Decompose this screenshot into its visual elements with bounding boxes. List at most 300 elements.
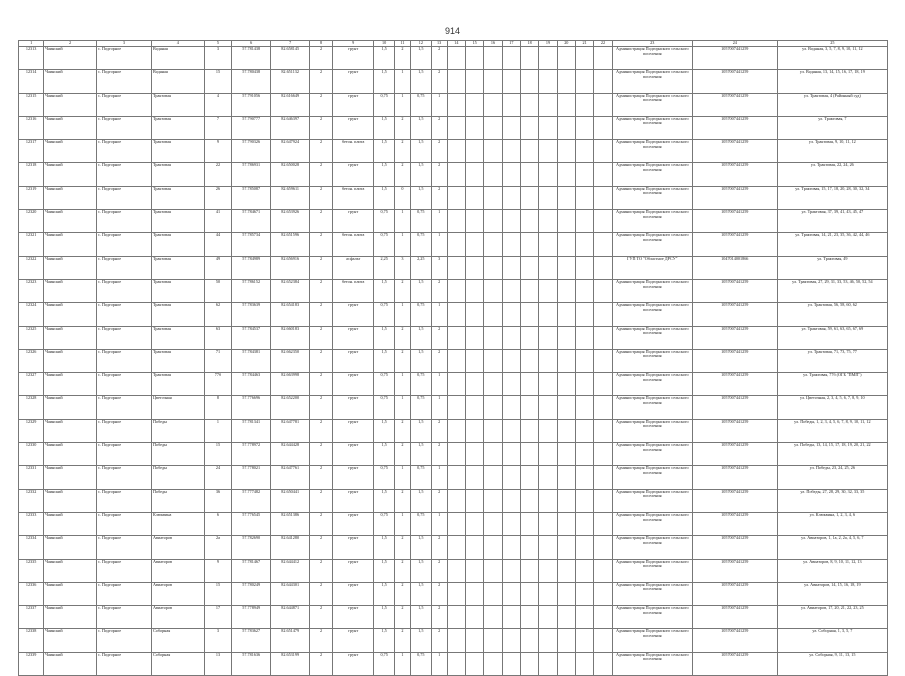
table-cell: 1 bbox=[394, 233, 410, 256]
table-cell: ул. Трактовая, 59, 61, 63, 65, 67, 69 bbox=[777, 326, 887, 349]
table-cell: Администрация Подгорнского сельского поселения bbox=[612, 443, 692, 466]
table-cell: 26 bbox=[204, 186, 232, 209]
table-row bbox=[19, 419, 888, 442]
table-cell: 0,75 bbox=[411, 93, 432, 116]
table-cell bbox=[594, 303, 612, 326]
table-cell: Чаинский bbox=[44, 629, 97, 652]
table-cell: 12335 bbox=[19, 559, 44, 582]
table-cell: Администрация Подгорнского сельского поселения bbox=[612, 582, 692, 605]
table-cell: 1,5 bbox=[374, 629, 395, 652]
table-cell bbox=[447, 233, 465, 256]
table-cell: 22 bbox=[204, 163, 232, 186]
table-cell bbox=[575, 303, 593, 326]
table-cell: с. Подгорное bbox=[96, 443, 151, 466]
table-cell bbox=[484, 140, 502, 163]
table-cell: 82.644871 bbox=[271, 606, 310, 629]
table-cell: Соборная bbox=[151, 629, 204, 652]
table-cell: 1 bbox=[431, 303, 447, 326]
table-cell bbox=[502, 47, 520, 70]
column-number: 8 bbox=[310, 41, 333, 47]
table-cell: Администрация Подгорнского сельского поселения bbox=[612, 70, 692, 93]
table-cell: 2 bbox=[310, 512, 333, 535]
table-cell bbox=[520, 466, 538, 489]
table-cell: 57.776545 bbox=[232, 512, 271, 535]
table-cell: 2 bbox=[310, 443, 333, 466]
table-cell: 1057007441259 bbox=[692, 93, 777, 116]
table-cell bbox=[594, 629, 612, 652]
table-cell bbox=[575, 629, 593, 652]
table-cell bbox=[502, 373, 520, 396]
table-cell bbox=[557, 186, 575, 209]
table-cell bbox=[539, 210, 557, 233]
table-cell: 1057007441259 bbox=[692, 419, 777, 442]
table-cell: Трактовая bbox=[151, 349, 204, 372]
column-number: 11 bbox=[394, 41, 410, 47]
table-cell: Чаинский bbox=[44, 373, 97, 396]
table-cell: ул. Трактовая, 15, 17, 18, 20, 28, 30, 32, 34 bbox=[777, 186, 887, 209]
table-cell: Авиаторов bbox=[151, 559, 204, 582]
table-cell: Трактовая bbox=[151, 163, 204, 186]
table-cell: 0,75 bbox=[374, 373, 395, 396]
table-cell bbox=[447, 186, 465, 209]
table-row bbox=[19, 279, 888, 302]
table-cell bbox=[575, 140, 593, 163]
table-cell: 2 bbox=[310, 256, 333, 279]
table-cell: грунт bbox=[333, 489, 374, 512]
table-cell: Победы bbox=[151, 489, 204, 512]
table-cell: 2 bbox=[394, 349, 410, 372]
column-number: 14 bbox=[447, 41, 465, 47]
table-cell bbox=[520, 116, 538, 139]
table-cell: Чаинский bbox=[44, 186, 97, 209]
table-cell bbox=[447, 489, 465, 512]
table-cell bbox=[484, 606, 502, 629]
table-cell: 82.641280 bbox=[271, 536, 310, 559]
table-cell: 12321 bbox=[19, 233, 44, 256]
table-cell: 82.656916 bbox=[271, 256, 310, 279]
table-cell: 82.647781 bbox=[271, 419, 310, 442]
table-cell bbox=[484, 326, 502, 349]
table-cell: 2 bbox=[394, 629, 410, 652]
table-cell: 2 bbox=[394, 536, 410, 559]
table-cell bbox=[484, 93, 502, 116]
table-cell: 12314 bbox=[19, 70, 44, 93]
table-cell: 12320 bbox=[19, 210, 44, 233]
table-cell: 82.616649 bbox=[271, 93, 310, 116]
table-cell: 0,75 bbox=[374, 652, 395, 675]
table-cell: Победы bbox=[151, 466, 204, 489]
table-cell: 12316 bbox=[19, 116, 44, 139]
table-cell: 1,5 bbox=[374, 163, 395, 186]
table-cell bbox=[466, 163, 484, 186]
table-cell: Трактовая bbox=[151, 373, 204, 396]
table-cell: 2 bbox=[431, 606, 447, 629]
table-cell: Чаинский bbox=[44, 466, 97, 489]
table-cell: 9 bbox=[204, 559, 232, 582]
table-cell bbox=[502, 652, 520, 675]
table-cell bbox=[557, 279, 575, 302]
table-cell bbox=[447, 47, 465, 70]
table-cell: 12315 bbox=[19, 93, 44, 116]
table-cell bbox=[520, 373, 538, 396]
table-cell: Чаинский bbox=[44, 256, 97, 279]
table-cell: 17 bbox=[204, 606, 232, 629]
table-cell: 1057007441259 bbox=[692, 116, 777, 139]
table-cell: 0,75 bbox=[374, 233, 395, 256]
table-cell bbox=[594, 93, 612, 116]
table-cell: 57.791056 bbox=[232, 93, 271, 116]
table-cell bbox=[502, 349, 520, 372]
table-cell: грунт bbox=[333, 47, 374, 70]
table-cell: 2 bbox=[310, 47, 333, 70]
table-cell: с. Подгорное bbox=[96, 489, 151, 512]
table-cell: 0,75 bbox=[411, 652, 432, 675]
table-cell: 57.783639 bbox=[232, 303, 271, 326]
table-cell: 1,5 bbox=[374, 582, 395, 605]
table-cell: Трактовая bbox=[151, 279, 204, 302]
table-cell bbox=[520, 47, 538, 70]
table-cell bbox=[520, 326, 538, 349]
table-cell: 2 bbox=[431, 629, 447, 652]
table-cell: 82.647761 bbox=[271, 466, 310, 489]
table-cell bbox=[575, 582, 593, 605]
table-cell bbox=[466, 489, 484, 512]
table-cell: 63 bbox=[204, 326, 232, 349]
table-cell: 57.784671 bbox=[232, 210, 271, 233]
table-cell: Чаинский bbox=[44, 210, 97, 233]
table-cell: 1,5 bbox=[374, 47, 395, 70]
table-cell bbox=[557, 349, 575, 372]
table-cell bbox=[557, 559, 575, 582]
table-cell: 82.663998 bbox=[271, 373, 310, 396]
table-cell: 82.653926 bbox=[271, 210, 310, 233]
table-cell: Чаинский bbox=[44, 47, 97, 70]
table-cell: 2 bbox=[431, 70, 447, 93]
table-cell: бетон. плита bbox=[333, 186, 374, 209]
table-cell: Авиаторов bbox=[151, 582, 204, 605]
table-cell: Трактовая bbox=[151, 326, 204, 349]
table-row bbox=[19, 373, 888, 396]
table-row bbox=[19, 559, 888, 582]
table-cell: ул. Авиаторов, 14, 15, 16, 18, 19 bbox=[777, 582, 887, 605]
table-cell: 1,5 bbox=[411, 326, 432, 349]
column-number: 19 bbox=[539, 41, 557, 47]
table-cell: 1 bbox=[431, 652, 447, 675]
table-cell bbox=[594, 443, 612, 466]
table-cell bbox=[557, 419, 575, 442]
table-cell: грунт bbox=[333, 559, 374, 582]
table-cell bbox=[466, 396, 484, 419]
column-number: 4 bbox=[151, 41, 204, 47]
table-cell: грунт bbox=[333, 629, 374, 652]
table-cell bbox=[520, 256, 538, 279]
table-cell: 57.781636 bbox=[232, 652, 271, 675]
table-cell: 1,5 bbox=[374, 116, 395, 139]
table-cell: 0,75 bbox=[374, 93, 395, 116]
table-cell: с. Подгорное bbox=[96, 303, 151, 326]
table-row bbox=[19, 466, 888, 489]
table-cell bbox=[557, 466, 575, 489]
table-row bbox=[19, 163, 888, 186]
table-cell bbox=[594, 466, 612, 489]
table-cell: Администрация Подгорнского сельского поселения bbox=[612, 93, 692, 116]
table-cell: 57.785087 bbox=[232, 186, 271, 209]
table-cell bbox=[466, 186, 484, 209]
table-cell bbox=[502, 116, 520, 139]
table-cell: Администрация Подгорнского сельского поселения bbox=[612, 512, 692, 535]
table-cell: 57.780438 bbox=[232, 70, 271, 93]
table-cell bbox=[575, 210, 593, 233]
table-cell: 12326 bbox=[19, 349, 44, 372]
table-cell: 2 bbox=[394, 279, 410, 302]
table-cell: грунт bbox=[333, 582, 374, 605]
table-cell: ул. Водяная, 13, 14, 15, 16, 17, 18, 19 bbox=[777, 70, 887, 93]
table-cell: 57.781341 bbox=[232, 419, 271, 442]
table-cell: 1057007441259 bbox=[692, 606, 777, 629]
table-cell: 1047014001866 bbox=[692, 256, 777, 279]
table-cell: 82.644428 bbox=[271, 443, 310, 466]
column-number: 23 bbox=[612, 41, 692, 47]
table-cell: с. Подгорное bbox=[96, 279, 151, 302]
table-cell bbox=[447, 582, 465, 605]
table-cell: 82.653199 bbox=[271, 652, 310, 675]
column-number: 25 bbox=[777, 41, 887, 47]
table-cell bbox=[557, 582, 575, 605]
table-cell: 1057007441259 bbox=[692, 303, 777, 326]
table-cell bbox=[557, 512, 575, 535]
table-cell: Клюквина bbox=[151, 512, 204, 535]
table-cell: 12338 bbox=[19, 629, 44, 652]
table-cell bbox=[594, 256, 612, 279]
registry-table bbox=[18, 40, 888, 676]
table-cell bbox=[502, 256, 520, 279]
table-cell bbox=[447, 396, 465, 419]
table-row bbox=[19, 116, 888, 139]
table-cell bbox=[466, 373, 484, 396]
table-cell: 82.658145 bbox=[271, 47, 310, 70]
table-cell: 57.781467 bbox=[232, 559, 271, 582]
table-cell: 82.652384 bbox=[271, 279, 310, 302]
table-cell: 12330 bbox=[19, 443, 44, 466]
table-cell bbox=[575, 233, 593, 256]
table-cell: 1057007441259 bbox=[692, 629, 777, 652]
table-cell: 49 bbox=[204, 256, 232, 279]
table-cell: 1 bbox=[394, 373, 410, 396]
table-cell: 2 bbox=[310, 349, 333, 372]
table-cell bbox=[539, 373, 557, 396]
table-cell: 82.646397 bbox=[271, 116, 310, 139]
table-cell bbox=[539, 489, 557, 512]
table-cell: 2 bbox=[394, 163, 410, 186]
table-cell bbox=[557, 140, 575, 163]
table-cell: 12334 bbox=[19, 536, 44, 559]
table-cell: ул. Цветочная, 2, 3, 4, 5, 6, 7, 8, 9, 10 bbox=[777, 396, 887, 419]
table-cell bbox=[575, 163, 593, 186]
table-cell: 1 bbox=[394, 93, 410, 116]
table-cell: ул. Соборная, 1, 3, 5, 7 bbox=[777, 629, 887, 652]
table-cell: 2 bbox=[394, 326, 410, 349]
table-cell: 0,75 bbox=[374, 303, 395, 326]
table-cell: ул. Трактовая, 9, 10, 11, 12 bbox=[777, 140, 887, 163]
table-cell: 1 bbox=[394, 512, 410, 535]
table-cell bbox=[520, 233, 538, 256]
table-cell: с. Подгорное bbox=[96, 582, 151, 605]
table-cell bbox=[502, 629, 520, 652]
table-cell: с. Подгорное bbox=[96, 606, 151, 629]
table-cell bbox=[484, 47, 502, 70]
table-cell bbox=[484, 652, 502, 675]
table-cell bbox=[502, 466, 520, 489]
table-cell bbox=[447, 326, 465, 349]
table-cell: Чаинский bbox=[44, 279, 97, 302]
table-cell: Чаинский bbox=[44, 70, 97, 93]
table-cell: 1,5 bbox=[374, 489, 395, 512]
table-cell bbox=[502, 443, 520, 466]
table-cell bbox=[539, 652, 557, 675]
table-cell bbox=[594, 489, 612, 512]
table-cell bbox=[484, 233, 502, 256]
table-cell: Администрация Подгорнского сельского поселения bbox=[612, 536, 692, 559]
table-cell bbox=[539, 629, 557, 652]
table-cell bbox=[484, 443, 502, 466]
table-cell bbox=[575, 349, 593, 372]
table-cell bbox=[484, 116, 502, 139]
table-cell: 2 bbox=[431, 559, 447, 582]
table-cell: 2 bbox=[310, 116, 333, 139]
table-cell bbox=[447, 116, 465, 139]
table-cell bbox=[557, 606, 575, 629]
table-cell: 1057007441259 bbox=[692, 349, 777, 372]
table-cell: 2 bbox=[394, 116, 410, 139]
table-cell bbox=[466, 279, 484, 302]
table-cell: 12333 bbox=[19, 512, 44, 535]
table-cell: 2 bbox=[310, 489, 333, 512]
table-cell: 12332 bbox=[19, 489, 44, 512]
table-cell bbox=[575, 419, 593, 442]
table-cell: Чаинский bbox=[44, 443, 97, 466]
table-row bbox=[19, 582, 888, 605]
table-cell: 2 bbox=[310, 233, 333, 256]
table-cell: Чаинский bbox=[44, 326, 97, 349]
table-cell: 2 bbox=[431, 443, 447, 466]
table-cell: 57.786931 bbox=[232, 163, 271, 186]
table-cell: 12327 bbox=[19, 373, 44, 396]
table-cell: 57.784537 bbox=[232, 326, 271, 349]
table-cell: ул. Авиаторов, 1, 1а, 2, 2а, 4, 5, 6, 7 bbox=[777, 536, 887, 559]
table-cell bbox=[594, 582, 612, 605]
table-cell: 0,75 bbox=[374, 466, 395, 489]
column-number: 5 bbox=[204, 41, 232, 47]
table-cell: 1057007441259 bbox=[692, 489, 777, 512]
table-cell: 3 bbox=[394, 256, 410, 279]
table-cell: с. Подгорное bbox=[96, 210, 151, 233]
table-cell: 50 bbox=[204, 279, 232, 302]
table-cell: 62 bbox=[204, 303, 232, 326]
table-cell bbox=[484, 466, 502, 489]
table-cell bbox=[539, 606, 557, 629]
table-cell: 0,75 bbox=[411, 512, 432, 535]
table-cell: 2 bbox=[310, 279, 333, 302]
table-cell bbox=[466, 559, 484, 582]
table-row bbox=[19, 140, 888, 163]
table-row bbox=[19, 396, 888, 419]
table-cell bbox=[594, 186, 612, 209]
table-cell bbox=[539, 279, 557, 302]
table-cell: Чаинский bbox=[44, 233, 97, 256]
table-cell: Чаинский bbox=[44, 140, 97, 163]
table-row bbox=[19, 652, 888, 675]
column-number: 6 bbox=[232, 41, 271, 47]
table-cell bbox=[466, 47, 484, 70]
table-cell: 82.651596 bbox=[271, 233, 310, 256]
table-cell: 57.786152 bbox=[232, 279, 271, 302]
table-cell bbox=[557, 629, 575, 652]
table-cell: 44 bbox=[204, 233, 232, 256]
table-cell: 13 bbox=[204, 652, 232, 675]
table-cell bbox=[520, 559, 538, 582]
column-number: 17 bbox=[502, 41, 520, 47]
table-cell: Чаинский bbox=[44, 116, 97, 139]
table-cell bbox=[447, 606, 465, 629]
table-cell bbox=[520, 303, 538, 326]
table-cell: 12325 bbox=[19, 326, 44, 349]
table-cell: 1,5 bbox=[411, 186, 432, 209]
table-cell bbox=[447, 629, 465, 652]
table-cell: с. Подгорное bbox=[96, 629, 151, 652]
table-cell: 1057007441259 bbox=[692, 559, 777, 582]
table-cell: 2 bbox=[431, 140, 447, 163]
table-cell: 2 bbox=[310, 326, 333, 349]
table-cell: Чаинский bbox=[44, 396, 97, 419]
table-cell: Чаинский bbox=[44, 93, 97, 116]
table-cell: 1,5 bbox=[374, 70, 395, 93]
table-cell bbox=[520, 652, 538, 675]
table-cell: 2 bbox=[394, 489, 410, 512]
table-cell: ул. Победы, 27, 28, 29, 30, 32, 33, 35 bbox=[777, 489, 887, 512]
table-cell: 2 bbox=[310, 419, 333, 442]
table-cell: грунт bbox=[333, 210, 374, 233]
table-cell: 1 bbox=[394, 652, 410, 675]
table-cell: ул. Трактовая, 7 bbox=[777, 116, 887, 139]
table-cell bbox=[539, 466, 557, 489]
table-cell: 1057007441259 bbox=[692, 582, 777, 605]
table-cell bbox=[520, 606, 538, 629]
table-cell: Чаинский bbox=[44, 163, 97, 186]
column-number: 9 bbox=[333, 41, 374, 47]
table-cell: 15 bbox=[204, 70, 232, 93]
table-cell: 82.650441 bbox=[271, 489, 310, 512]
table-cell bbox=[447, 140, 465, 163]
table-cell: 1,5 bbox=[374, 419, 395, 442]
table-cell: Администрация Подгорнского сельского поселения bbox=[612, 652, 692, 675]
table-cell: 12319 bbox=[19, 186, 44, 209]
table-cell: 12337 bbox=[19, 606, 44, 629]
table-cell: 82.651479 bbox=[271, 629, 310, 652]
table-cell bbox=[447, 536, 465, 559]
table-row bbox=[19, 303, 888, 326]
table-cell bbox=[557, 652, 575, 675]
table-cell: 2 bbox=[431, 536, 447, 559]
table-cell bbox=[447, 210, 465, 233]
table-cell bbox=[575, 489, 593, 512]
table-row bbox=[19, 210, 888, 233]
table-cell: ул. Водяная, 3, 5, 7, 8, 9, 10, 11, 12 bbox=[777, 47, 887, 70]
table-cell: Чаинский bbox=[44, 606, 97, 629]
table-cell bbox=[466, 70, 484, 93]
table-cell bbox=[557, 443, 575, 466]
table-cell: с. Подгорное bbox=[96, 349, 151, 372]
table-cell: 2 bbox=[310, 652, 333, 675]
